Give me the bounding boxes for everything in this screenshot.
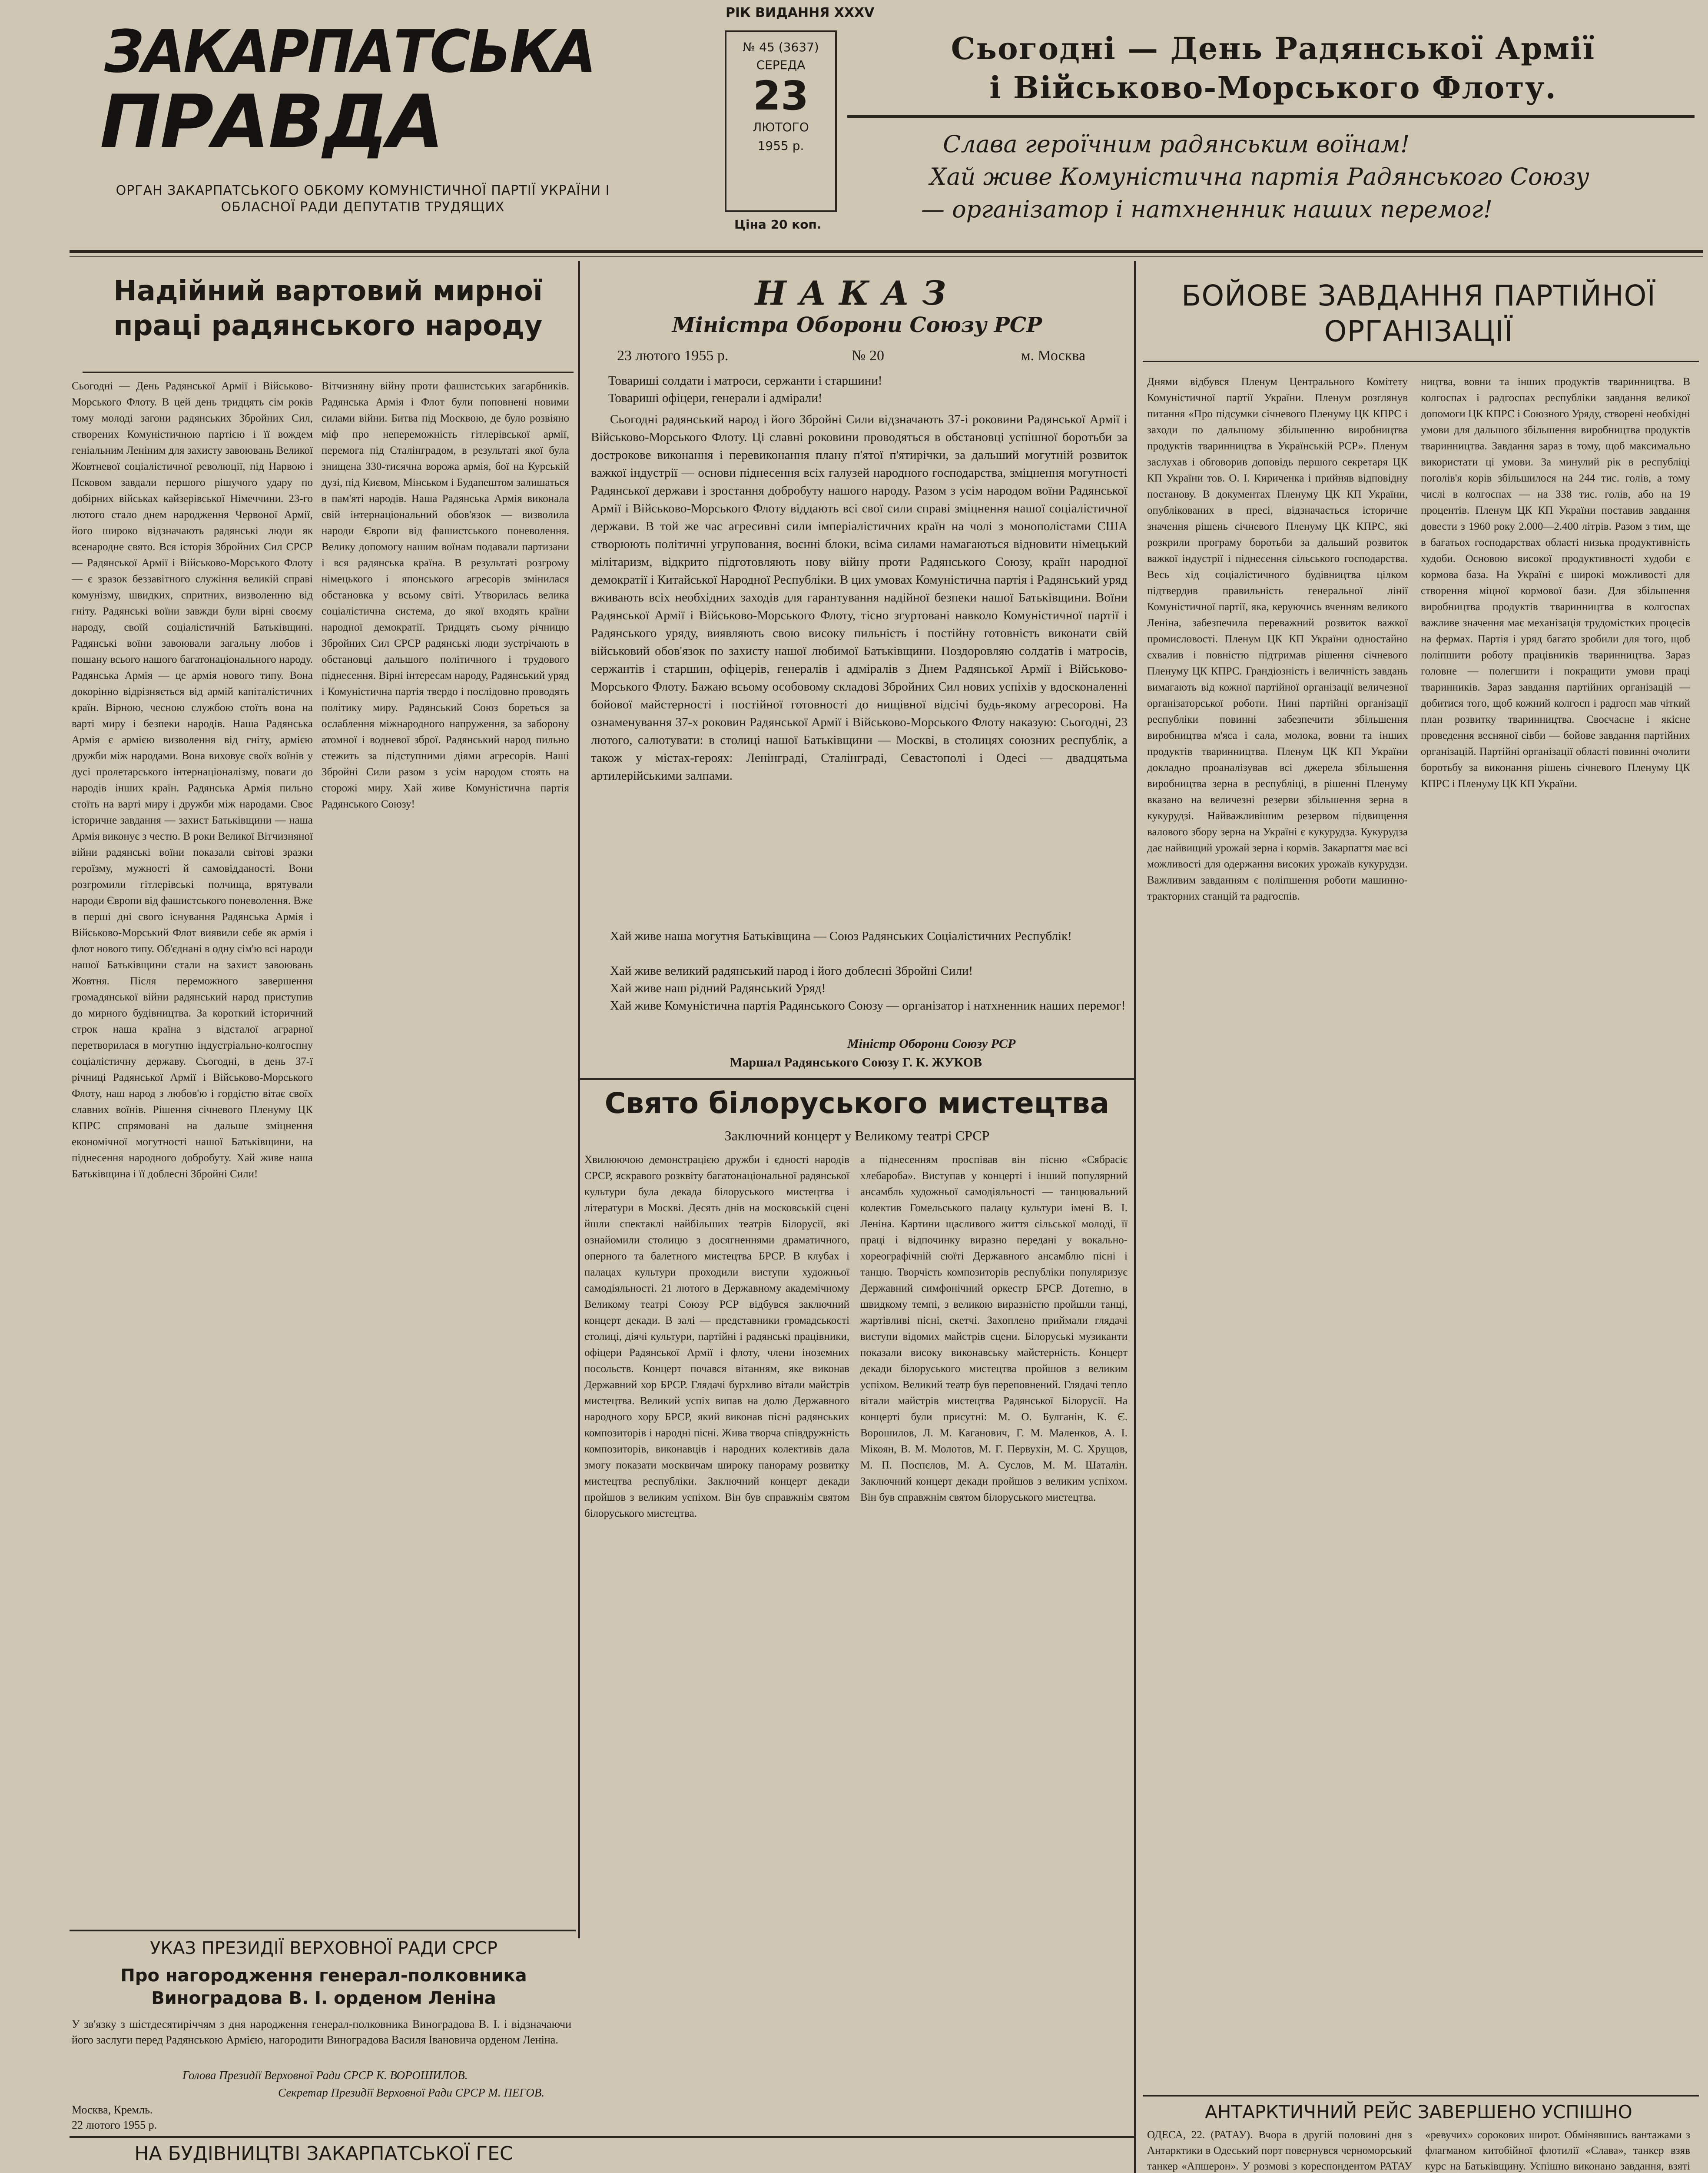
slogan-3: — організатор і натхненник наших перемог!	[921, 196, 1493, 223]
newspaper-title-line2: ПРАВДА	[100, 79, 443, 164]
nakaz-signature-1: Міністр Оборони Союзу РСР	[847, 1037, 1016, 1051]
svyato-text-col2: а піднесенням проспівав він пісню «Сябрасіє хлебароба». Виступав у концерті і інший популярний ансамбль художньої самодіяльності — танцювальний колектив Гомельського палацу культури імені В. І. Леніна. Картини щасливого життя сільської молоді, її праці і відпочинку виразно передані у вокально-хореографічній сюїті Державного ансамблю пісні і танцю. Творчість композиторів республіки популяризує Державний симфонічний оркестр БРСР. Дотепно, в швидкому темпі, з великою виразністю пройшли танці, жартівливі пісні, скетчі. Захоплено приймали глядачі виступи відомих майстрів сцени. Білоруські музиканти показали високу виконавську майстерність. Концерт декади білоруського мистецтва пройшов з великим успіхом. Великий театр був переповнений. Глядачі тепло вітали майстрів мистецтва Радянської Білорусії. На концерті були присутні: М. О. Булганін, К. Є. Ворошилов, Л. М. Каганович, Г. М. Маленков, А. І. Мікоян, В. М. Молотов, М. Г. Первухін, М. С. Хрущов, М. П. Поспєлов, М. А. Суслов, М. М. Шаталін. Заключний концерт декади пройшов з великим успіхом. Він був справжнім святом білоруського мистецтва.	[860, 1154, 1128, 1503]
left-article-title: Надійний вартовий мирної праці радянського народу	[113, 275, 543, 342]
price-label: Ціна 20 коп.	[734, 217, 822, 232]
left-article-text-col2: Вітчизняну війну проти фашистських загарбників. Радянська Армія і Флот були поповнені новими силами війни. Битва під Москвою, де було розвіяно міф про непереможність гітлерівської армії, перемога під Сталінградом, в результаті якої була знищена 330-тисячна ворожа армія, бої на Курській дузі, під Києвом, Мінськом і Будапештом залишаться в пам'яті народів. Наша Радянська Армія виконала свій інтернаціональний обов'язок — визволила народи Європи від фашистського поневолення. Велику допомогу нашим воїнам подавали партизани і вся радянська країна. В результаті розгрому німецького і японського агресорів змінилася обстановка у всьому світі. Утворилась велика соціалістична система, до якої входять країни народної демократії. Тридцять сьому річницю Збройних Сил СРСР радянські люди зустрічають в обстановці дальшого політичного і трудового піднесення. Вірні інтересам народу, Радянський уряд і Комуністична партія твердо і послідовно проводять політику миру. Радянський Союз бореться за ослаблення міжнародного напруження, за заборону атомної і водневої зброї. Радянський народ пильно стежить за підступними діями агресорів. Наші Збройні Сили разом з усім народом стоять на сторожі миру. Хай живе Комуністична партія Радянського Союзу!	[322, 380, 569, 810]
right-article-title: БОЙОВЕ ЗАВДАННЯ ПАРТІЙНОЇ ОРГАНІЗАЦІЇ	[1181, 279, 1656, 348]
hes-title: НА БУДІВНИЦТВІ ЗАКАРПАТСЬКОЇ ГЕС	[134, 2143, 513, 2165]
svyato-rule	[580, 1078, 1134, 1080]
ukaz-signature-2: Секретар Президії Верховної Ради СРСР М. ПЕГОВ.	[278, 2086, 545, 2099]
nakaz-number: № 20	[852, 348, 884, 364]
issue-year: 1955 р.	[757, 139, 804, 153]
nakaz-date: 23 лютого 1955 р.	[617, 348, 729, 364]
ukaz-signature-1: Голова Президії Верховної Ради СРСР К. ВОРОШИЛОВ.	[182, 2069, 468, 2082]
nakaz-cheer-3: Хай живе наш рідний Радянський Уряд!	[610, 981, 826, 995]
slogan-1: Слава героїчним радянським воїнам!	[943, 130, 1410, 158]
right-article-text-col1: Днями відбувся Пленум Центрального Комітету Комуністичної партії України. Пленум розглянув питання «Про підсумки січневого Пленуму ЦК КПРС і заходи по дальшому збільшенню виробництва продуктів тваринництва в Українській РСР». Пленум заслухав і обговорив доповідь першого секретаря ЦК КП України тов. О. І. Кириченка і прийняв відповідну постанову. В документах Пленуму ЦК КП України, опублікованих в пресі, відзначається історичне значення рішень січневого Пленуму ЦК КПРС, які розкрили програму боротьби за дальший розвиток важкої індустрії і піднесення сільського господарства. Весь хід соціалістичного будівництва цілком підтвердив правильність генеральної лінії Комуністичної партії, яка, керуючись вченням великого Леніна, забезпечила переважний розвиток важкої промисловості. Пленум ЦК КП України одностайно схвалив і повністю підтримав рішення січневого Пленуму ЦК КПРС. Грандіозність і величність завдань вимагають від кожної партійної організації величезної організаторської роботи. Нині партійні організації республіки повинні забезпечити збільшення виробництва м'яса і сала, молока, вовни та інших продуктів тваринництва. Пленум ЦК КП України докладно проаналізував всі джерела збільшення виробництва зерна в республіці, в рішенні Пленуму вказано на величезні резерви збільшення зерна в кукурудзі. Найважливішим резервом підвищення валового збору зерна на Україні є кукурудза. Кукурудза дає найвищий урожай зерна і кормів. Закарпаття має всі можливості для одержання високих урожаїв кукурудзи. Важливим завданням є поліпшення роботи машинно-тракторних станцій та радгоспів.	[1147, 376, 1408, 902]
right-title-rule	[1143, 361, 1699, 362]
ukaz-text: У зв'язку з шістдесятиріччям з дня народження генерал-полковника Виноградова В. І. і відзначаючи його заслуги перед Радянською Армією, нагородити Виноградова Василя Івановича орденом Леніна.	[72, 2018, 571, 2046]
issue-box	[725, 30, 837, 212]
column-rule-1	[578, 261, 580, 1938]
ukaz-date: 22 лютого 1955 р.	[72, 2119, 157, 2131]
nakaz-cheer-2: Хай живе великий радянський народ і його доблесні Збройні Сили!	[610, 964, 973, 978]
issue-day: 23	[753, 73, 809, 119]
nakaz-signature-2: Маршал Радянського Союзу Г. К. ЖУКОВ	[730, 1055, 982, 1070]
nakaz-subtitle: Міністра Оборони Союзу РСР	[672, 313, 1042, 337]
year-label: РІК ВИДАННЯ XXXV	[726, 5, 875, 20]
banner-line1: Сьогодні — День Радянської Армії	[951, 30, 1595, 66]
nakaz-greeting-2: Товариші офіцери, генерали і адмірали!	[608, 391, 822, 405]
left-article-text-col1: Сьогодні — День Радянської Армії і Військово-Морського Флоту. В цей день тридцять сім років тому молоді загони радянських Збройних Сил, створених Комуністичною партією і її вождем геніальним Леніним для захисту завоювань Великої Жовтневої соціалістичної революції, під Нарвою і Псковом завдали першого рішучого удару по добірних військах кайзерівської Німеччини. 23-го лютого стало днем народження Червоної Армії, його широко відзначають радянські люди як всенародне свято. Вся історія Збройних Сил СРСР — Радянської Армії і Військово-Морського Флоту — є зразок беззавітного служіння великій справі комунізму, швидких, спритних, визволенню від гніту. Радянські воїни завжди були вірні своєму народу, своїй соціалістичній Батьківщині. Радянські воїни завоювали загальну любов і пошану всього нашого багатонаціонального народу. Радянська Армія — це армія нового типу. Вона докорінно відрізняється від армій капіталістичних країн. Вірною, чесною службою стоїть вона на варті миру і безпеки народів. Наша Радянська Армія є армією визволення від гніту, армією дружби між народами. Вона виховує своїх воїнів у дусі пролетарського інтернаціоналізму, поваги до народів інших країн. Радянська Армія пильно стоїть на варті миру і дружби між народами. Своє історичне завдання — захист Батьківщини — наша Армія виконує з честю. В роки Великої Вітчизняної війни радянські воїни показали світові зразки героїзму, мужності й самовідданості. Вони розгромили гітлерівські полчища, врятували народи Європи від фашистського поневолення. Вже в перші дні свого існування Радянська Армія і Військово-Морський Флот виявили себе як армія і флот нового типу. Об'єднані в одну сім'ю всі народи нашої Батьківщини стали на захист завоювань Жовтня. Після переможного завершення громадянської війни радянський народ приступив до мирного будівництва. За короткий історичний строк наша країна з відсталої аграрної перетворилася в могутню індустріально-колгоспну соціалістичну державу. Сьогодні, в день 37-ї річниці Радянської Армії і Військово-Морського Флоту, наш народ з любов'ю і гордістю вітає своїх славних воїнів. Рішення січневого Пленуму ЦК КПРС спрямовані на дальше зміцнення економічної могутності нашої Батьківщини, на піднесення народного добробуту. Хай живе наша Батьківщина і її доблесні Збройні Сили!	[72, 380, 313, 1180]
masthead	[30, 0, 1699, 243]
nakaz-greeting-1: Товариші солдати і матроси, сержанти і старшини!	[608, 374, 882, 388]
nakaz-city: м. Москва	[1021, 348, 1086, 364]
svyato-title: Свято білоруського мистецтва	[604, 1086, 1110, 1120]
ukaz-place: Москва, Кремль.	[72, 2103, 153, 2116]
antarct-rule	[1143, 2095, 1699, 2097]
masthead-subtitle: ОРГАН ЗАКАРПАТСЬКОГО ОБКОМУ КОМУНІСТИЧНОЇ ПАРТІЇ УКРАЇНИ І ОБЛАСНОЇ РАДИ ДЕПУТАТІВ ТРУДЯЩИХ	[116, 183, 610, 215]
antarct-title: АНТАРКТИЧНИЙ РЕЙС ЗАВЕРШЕНО УСПІШНО	[1205, 2101, 1632, 2123]
nakaz-title: НАКАЗ	[755, 274, 959, 312]
column-rule-2	[1134, 261, 1136, 2173]
antarct-text: ОДЕСА, 22. (РАТАУ). Вчора в другій половині дня з Антарктики в Одеський порт повернувся черноморський танкер «Апшерон». У розмові з кореспондентом РАТАУ «ревучих» сорокових широт. Обмінявшись вантажами з флагманом китобійної флотилії «Слава», танкер взяв курс на Батьківщину. Успішно виконано завдання, взяті	[1147, 2129, 1690, 2172]
nakaz-cheer-1: Хай живе наша могутня Батьківщина — Союз Радянських Соціалістичних Республік!	[610, 929, 1072, 943]
right-article-text-col2: ництва, вовни та інших продуктів тваринництва. В колгоспах і радгоспах республіки завдання великої допомоги ЦК КПРС і Союзного Уряду, створені необхідні умови для дальшого збільшення виробництва продуктів тваринництва. Завдання зараз в тому, щоб максимально використати ці умови. За минулий рік в республіці поголів'я корів збільшилося на 244 тис. голів, а тому числі в колгоспах — на 338 тис. голів, або на 19 процентів. Пленум ЦК КП України поставив завдання довести з 1960 року 2.000—2.400 літрів. Разом з тим, ще в багатьох господарствах області низька продуктивність худоби. Основою високої продуктивності худоби є кормова база. На Україні є широкі можливості для створення міцної кормової бази. Для збільшення виробництва продуктів тваринництва в колгоспах важливе значення має механізація трудомістких процесів на фермах. Партія і уряд багато зробили для того, щоб поліпшити роботу працівників тваринництва. Зараз головне — полегшити і покращити умови праці тваринників. Зараз завдання партійних організацій — добитися того, щоб кожний колгосп і радгосп мав чіткий план розвитку тваринництва. Своєчасне і якісне проведення весняної сівби — бойове завдання партійних організацій. Партійні організації області повинні очолити боротьбу за виконання рішень січневого Пленуму ЦК КПРС і Пленуму ЦК КП України.	[1421, 376, 1690, 790]
ukaz-title: УКАЗ ПРЕЗИДІЇ ВЕРХОВНОЇ РАДИ СРСР	[150, 1938, 497, 1958]
issue-month: ЛЮТОГО	[753, 120, 809, 134]
masthead-rule	[70, 250, 1703, 253]
svyato-text-col1: Хвилюючою демонстрацією дружби і єдності народів СРСР, яскравого розквіту багатонаціональної радянської культури була декада білоруського мистецтва і літератури в Москві. Десять днів на московській сцені йшли спектаклі найбільших театрів Білорусії, які ознайомили столицю з досягненнями драматичного, оперного та балетного мистецтва БРСР. В клубах і палацах культури проходили виступи художньої самодіяльності. 21 лютого в Державному академічному Великому театрі Союзу РСР відбувся заключний концерт декади. В залі — представники громадськості столиці, діячі культури, партійні і радянські працівники, офіцери Радянської Армії і флоту, члени іноземних посольств. Концерт почався вітанням, яке виконав Державний хор БРСР. Глядачі бурхливо вітали майстрів мистецтва. Великий успіх випав на долю Державного народного хору БРСР, який виконав пісні радянських композиторів і народні пісні. Жива творча співдружність композиторів, виконавців і народних колективів дала змогу показати москвичам широку панораму розвитку мистецтва республіки. Заключний концерт декади пройшов з великим успіхом. Він був справжнім святом білоруського мистецтва.	[584, 1154, 849, 1519]
masthead-rule-thin	[70, 256, 1703, 257]
banner-line2: і Військово-Морського Флоту.	[989, 70, 1557, 106]
ukaz-rule	[70, 1930, 576, 1931]
left-title-rule	[83, 372, 574, 373]
issue-weekday: СЕРЕДА	[756, 58, 806, 72]
nakaz-cheer-4: Хай живе Комуністична партія Радянського Союзу — організатор і натхненник наших перемог!	[610, 999, 1126, 1013]
svyato-subtitle: Заключний концерт у Великому театрі СРСР	[724, 1128, 990, 1143]
banner-divider	[847, 115, 1695, 118]
newspaper-title-line1: ЗАКАРПАТСЬКА	[104, 18, 595, 86]
slogan-2: Хай живе Комуністична партія Радянського Союзу	[930, 163, 1589, 190]
nakaz-text: Сьогодні радянський народ і його Збройні Сили відзначають 37-і роковини Радянської Армії і Військово-Морського Флоту. Ці славні роковини проводяться в обстановці успішної боротьби за дострокове виконання і перевиконання плану п'ятої п'ятирічки, за дальший могутній розвиток важкої індустрії — основи піднесення всіх галузей народного господарства, зміцнення могутності Радянської держави і зростання добробуту нашого народу. Разом з усім народом воїни Радянської Армії і Військово-Морського Флоту віддають всі свої сили справі зміцнення нашої соціалістичної держави. В той же час агресивні сили імперіалістичних країн на чолі з монополістами США створюють політичні угруповання, воєнні блоки, всіма силами намагаються відновити німецький мілітаризм, відкрито підготовляють нову війну проти Радянського Союзу, країн народної демократії і Китайської Народної Республіки. В цих умовах Комуністична партія і Радянський уряд вживають всіх необхідних заходів для гарантування надійної безпеки нашої Батьківщини. Воїни Радянської Армії і Військово-Морського Флоту, тісно згуртовані навколо Комуністичної партії і Радянського уряду, виявляють свою високу пильність і постійну готовність виконати свій військовий обов'язок по захисту нашої любимої Батьківщини. Поздоровляю солдатів і матросів, сержантів і старшин, офіцерів, генералів і адміралів з Днем Радянської Армії і Військово-Морського Флоту. Бажаю всьому особовому складові Збройних Сил нових успіхів у вдосконаленні бойової майстерності і постійної готовності до нищівної відсічі будь-якому агресорові. На ознаменування 37-х роковин Радянської Армії і Військово-Морського Флоту наказую: Сьогодні, 23 лютого, салютувати: в столиці нашої Батьківщини — Москві, в столицях союзних республік, а також у містах-героях: Ленінграді, Сталінграді, Севастополі і Одесі — двадцятьма артилерійськими залпами.	[591, 412, 1128, 783]
ukaz-subtitle: Про нагородження генерал-полковника Виноградова В. І. орденом Леніна	[120, 1966, 527, 2008]
issue-number: № 45 (3637)	[743, 40, 819, 54]
